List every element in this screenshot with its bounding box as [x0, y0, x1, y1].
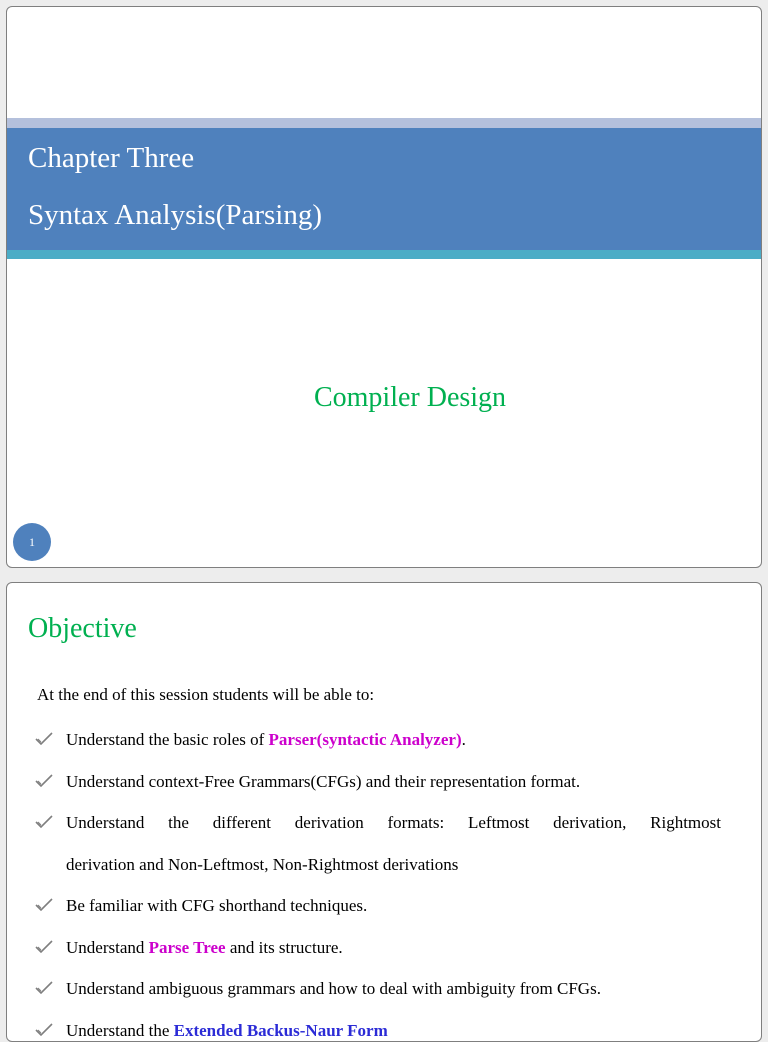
- bullet-text: .: [462, 730, 466, 749]
- bullet-text: Be familiar with CFG shorthand techniques.: [66, 896, 367, 915]
- list-item: [35, 802, 721, 885]
- objective-intro: At the end of this session students will be able to:: [37, 685, 374, 705]
- check-mark-icon: [35, 773, 53, 789]
- course-name: Compiler Design: [7, 382, 761, 414]
- slide-number-badge: 1: [13, 523, 51, 561]
- check-mark-icon: [35, 814, 53, 830]
- highlight-term: Extended Backus-Naur Form: [174, 1021, 388, 1040]
- check-mark-icon: [35, 939, 53, 955]
- bullet-text: Understand context-Free Grammars(CFGs) and their representation format.: [66, 772, 580, 791]
- check-mark-icon: [35, 731, 53, 747]
- title-band: [7, 128, 761, 250]
- chapter-subtitle: Syntax Analysis(Parsing): [28, 199, 322, 232]
- title-band-bottom-stripe: [7, 250, 761, 259]
- list-item: [35, 885, 721, 927]
- bullet-text: and its structure.: [226, 938, 343, 957]
- bullet-text: Understand ambiguous grammars and how to deal with ambiguity from CFGs.: [66, 979, 601, 998]
- highlight-term: Parser(syntactic Analyzer): [269, 730, 462, 749]
- list-item: [35, 719, 721, 761]
- bullet-text: Understand the different derivation formats: Leftmost derivation, Rightmost: [66, 802, 721, 844]
- list-item: [35, 968, 721, 1010]
- objective-slide: [6, 582, 762, 1042]
- check-mark-icon: [35, 980, 53, 996]
- bullet-text: Understand: [66, 938, 149, 957]
- bullet-text: Understand the: [66, 1021, 174, 1040]
- title-band-top-stripe: [7, 118, 761, 128]
- bullet-text: Understand the basic roles of: [66, 730, 269, 749]
- objective-list: [35, 719, 721, 1042]
- bullet-text: derivation and Non-Leftmost, Non-Rightmost derivations: [66, 855, 458, 874]
- list-item: [35, 761, 721, 803]
- list-item: [35, 1010, 721, 1042]
- list-item: [35, 927, 721, 969]
- title-slide: [6, 6, 762, 568]
- check-mark-icon: [35, 897, 53, 913]
- chapter-title: Chapter Three: [28, 142, 194, 175]
- highlight-term: Parse Tree: [149, 938, 226, 957]
- objective-heading: Objective: [28, 613, 137, 645]
